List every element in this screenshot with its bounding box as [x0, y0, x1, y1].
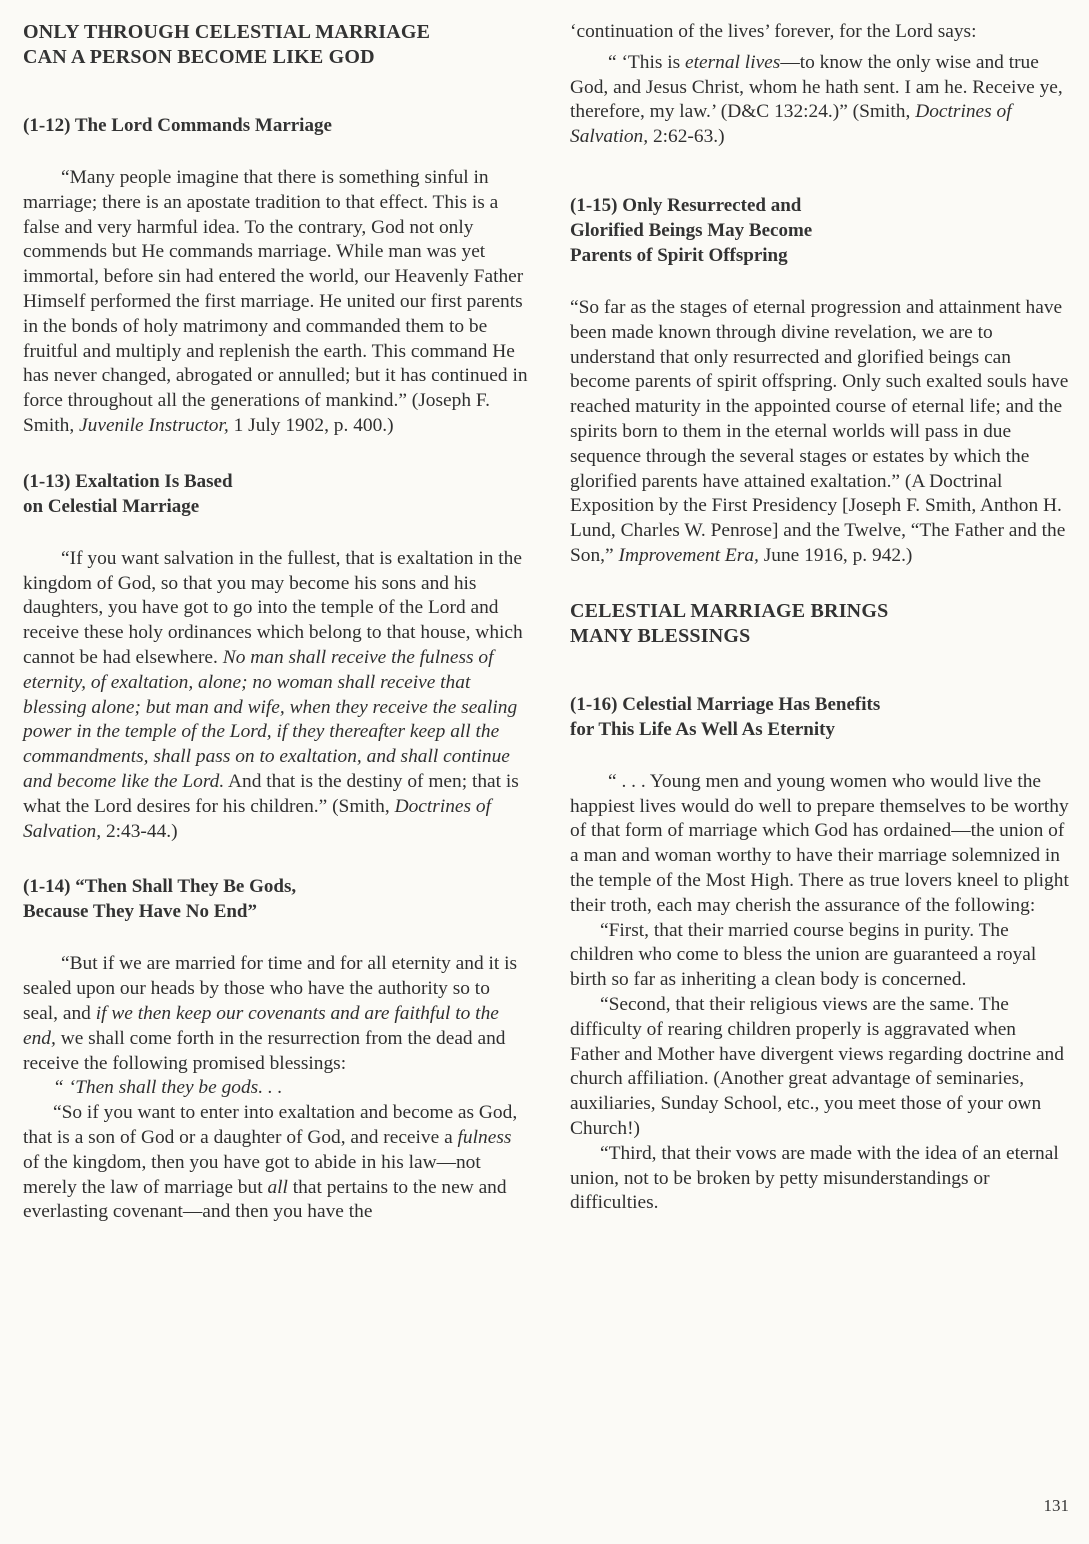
paragraph-1-14: “But if we are married for time and for all eternity and it is sealed upon our heads by those who have the authority so to seal, and if we then keep our covenants and are faithful to the end, we shall come forth in the resurrection from the dead and receive the following promised blessings:	[23, 953, 518, 1074]
paragraph-second: “Second, that their religious views are the same. The difficulty of rearing children properly is aggravated when Father and Mother have divergent views regarding doctrine and church affiliation. (Another great advantage of seminaries, auxiliaries, Sunday School, etc., you meet those of your own Church!)	[570, 993, 1064, 1139]
paragraph-third: “Third, that their vows are made with the idea of an eternal union, not to be broken by petty misunderstandings or difficulties.	[570, 1142, 1059, 1214]
subsection-title-1-16: (1-16) Celestial Marriage Has Benefits for This Life As Well As Eternity	[570, 693, 881, 740]
subsection-title-1-12: (1-12) The Lord Commands Marriage	[23, 115, 332, 136]
paragraph-1-12: “Many people imagine that there is something sinful in marriage; there is an apostate tradition to that effect. This is a false and very harmful idea. To the contrary, God not only commends but He commands marriage. While man was yet immortal, before sin had entered the world, our Heavenly Father Himself performed the first marriage. He united our first parents in the bonds of holy matrimony and commanded them to be fruitful and multiply and replenish the earth. This command He has never changed, abrogated or annulled; but it has continued in force throughout all the generations of mankind.” (Joseph F. Smith, Juvenile Instructor, 1 July 1902, p. 400.)	[23, 167, 528, 436]
right-column	[570, 20, 1070, 1216]
left-column	[23, 20, 528, 1225]
subsection-title-1-13: (1-13) Exaltation Is Based on Celestial Marriage	[23, 470, 233, 517]
subsection-title-1-15: (1-15) Only Resurrected and Glorified Beings May Become Parents of Spirit Offspring	[570, 194, 813, 266]
section-heading-2: CELESTIAL MARRIAGE BRINGS MANY BLESSINGS	[570, 599, 889, 647]
paragraph-1-13: “If you want salvation in the fullest, that is exaltation in the kingdom of God, so that you may become his sons and his daughters, you have got to go into the temple of the Lord and receive these holy ordinances which belong to that house, which cannot be had elsewhere. No man shall receive the fulness of eternity, of exaltation, alone; no woman shall receive that blessing alone; but man and wife, when they receive the sealing power in the temple of the Lord, if they thereafter keep all the commandments, shall pass on to exaltation, and shall continue and become like the Lord. And that is the destiny of men; that is what the Lord desires for his children.” (Smith, Doctrines of Salvation, 2:43-44.)	[23, 547, 523, 842]
quote-line: “ ‘Then shall they be gods. . .	[53, 1077, 283, 1099]
paragraph-1-16: “ . . . Young men and young women who would live the happiest lives would do well to prepare themselves to be worthy of that form of marriage which God has ordained—the union of a man and woman worthy to have their marriage solemnized in the temple of the Most High. There as true lovers kneel to plight their troth, each may cherish the assurance of the following:	[570, 770, 1069, 916]
page-number: 131	[1043, 1496, 1069, 1515]
scripture-quote: “ ‘This is eternal lives—to know the only wise and true God, and Jesus Christ, whom he hath sent. I am he. Receive ye, therefore, my law.’ (D&C 132:24.)” (Smith, Doctrines of Salvation, 2:62-63.)	[570, 51, 1063, 148]
paragraph-1-14-cont: “So if you want to enter into exaltation and become as God, that is a son of God or a daughter of God, and receive a fulness of the kingdom, then you have got to abide in his law—not merely the law of marriage but all that pertains to the new and everlasting covenant—and then you have the	[23, 1102, 518, 1223]
continued-paragraph: ‘continuation of the lives’ forever, for the Lord says:	[570, 21, 977, 42]
section-heading: ONLY THROUGH CELESTIAL MARRIAGE CAN A PERSON BECOME LIKE GOD	[23, 21, 431, 68]
subsection-title-1-14: (1-14) “Then Shall They Be Gods, Because They Have No End”	[23, 876, 297, 923]
paragraph-1-15: “So far as the stages of eternal progression and attainment have been made known through divine revelation, we are to understand that only resurrected and glorified beings can become parents of spirit offspring. Only such exalted souls have reached maturity in the appointed course of eternal life; and the spirits born to them in the eternal worlds will pass in due sequence through the several stages or estates by which the glorified parents have attained exaltation.” (A Doctrinal Exposition by the First Presidency [Joseph F. Smith, Anthon H. Lund, Charles W. Penrose] and the Twelve, “The Father and the Son,” Improvement Era, June 1916, p. 942.)	[570, 296, 1069, 566]
paragraph-first: “First, that their married course begins in purity. The children who come to bless the union are guaranteed a royal birth so far as inheriting a clean body is concerned.	[570, 919, 1037, 991]
